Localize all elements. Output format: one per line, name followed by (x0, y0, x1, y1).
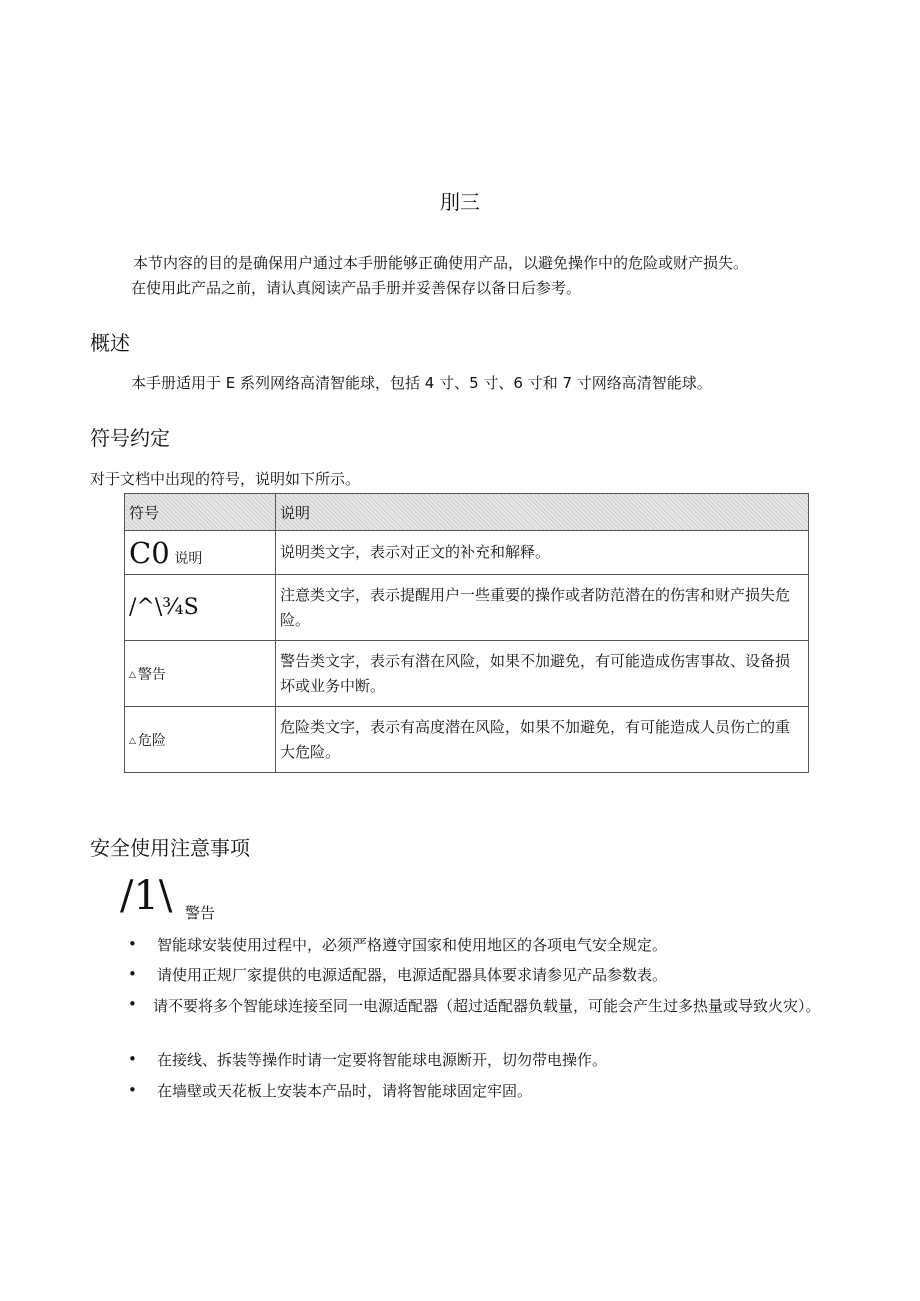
bullet-icon: • (128, 1081, 137, 1099)
description-cell: 警告类文字，表示有潜在风险，如果不加避免，有可能造成伤害事故、设备损坏或业务中断。 (276, 641, 809, 707)
safety-heading: 安全使用注意事项 (90, 836, 250, 860)
page-title: 刖三 (440, 190, 480, 214)
bullet-icon: • (128, 965, 137, 983)
list-item: 智能球安装使用过程中，必须严格遵守国家和使用地区的各项电气安全规定。 (157, 936, 668, 954)
overview-text: 本手册适用于 E 系列网络高清智能球，包括 4 寸、5 寸、6 寸和 7 寸网络高清智能球。 (131, 374, 712, 392)
symbol-table (124, 493, 809, 773)
table-header-row (125, 494, 809, 531)
symbols-intro: 对于文档中出现的符号，说明如下所示。 (90, 470, 361, 488)
symbol-cell (125, 641, 276, 707)
intro-line-1: 本节内容的目的是确保用户通过本手册能够正确使用产品，以避免操作中的危险或财产损失。 (133, 254, 749, 272)
caution-symbol: /^\¾S (129, 595, 199, 620)
table-row (125, 575, 809, 641)
description-cell: 危险类文字，表示有高度潜在风险，如果不加避免，有可能造成人员伤亡的重大危险。 (276, 707, 809, 773)
list-item: 在接线、拆装等操作时请一定要将智能球电源断开，切勿带电操作。 (157, 1051, 608, 1069)
intro-line-2: 在使用此产品之前，请认真阅读产品手册并妥善保存以备日后参考。 (131, 279, 582, 297)
note-symbol: C0 (129, 535, 170, 570)
danger-triangle-icon: △ (129, 735, 136, 746)
description-cell: 说明类文字，表示对正文的补充和解释。 (276, 531, 809, 575)
safety-warning-label: 警告 (185, 904, 216, 922)
overview-heading: 概述 (90, 331, 130, 355)
table-row (125, 707, 809, 773)
symbol-cell (125, 531, 276, 575)
bullet-icon: • (128, 1050, 137, 1068)
note-label: 说明 (174, 550, 203, 567)
list-item: 请使用正规厂家提供的电源适配器，电源适配器具体要求请参见产品参数表。 (157, 966, 668, 984)
symbol-cell (125, 575, 276, 641)
warning-triangle-icon: △ (129, 669, 136, 680)
description-cell: 注意类文字，表示提醒用户一些重要的操作或者防范潜在的伤害和财产损失危险。 (276, 575, 809, 641)
bullet-icon: • (128, 935, 137, 953)
bullet-icon: • (128, 995, 137, 1013)
symbol-cell (125, 707, 276, 773)
symbols-heading: 符号约定 (90, 426, 170, 450)
list-item: 请不要将多个智能球连接至同一电源适配器（超过适配器负载量，可能会产生过多热量或导致火灾）。 (153, 997, 821, 1015)
table-row (125, 641, 809, 707)
table-row (125, 531, 809, 575)
warning-mark-icon: /1\ (120, 873, 173, 919)
warning-label: 警告 (137, 666, 166, 683)
header-symbol: 符号 (125, 494, 276, 531)
danger-label: 危险 (137, 732, 166, 749)
header-description: 说明 (276, 494, 809, 531)
list-item: 在墙壁或天花板上安装本产品时，请将智能球固定牢固。 (157, 1082, 533, 1100)
